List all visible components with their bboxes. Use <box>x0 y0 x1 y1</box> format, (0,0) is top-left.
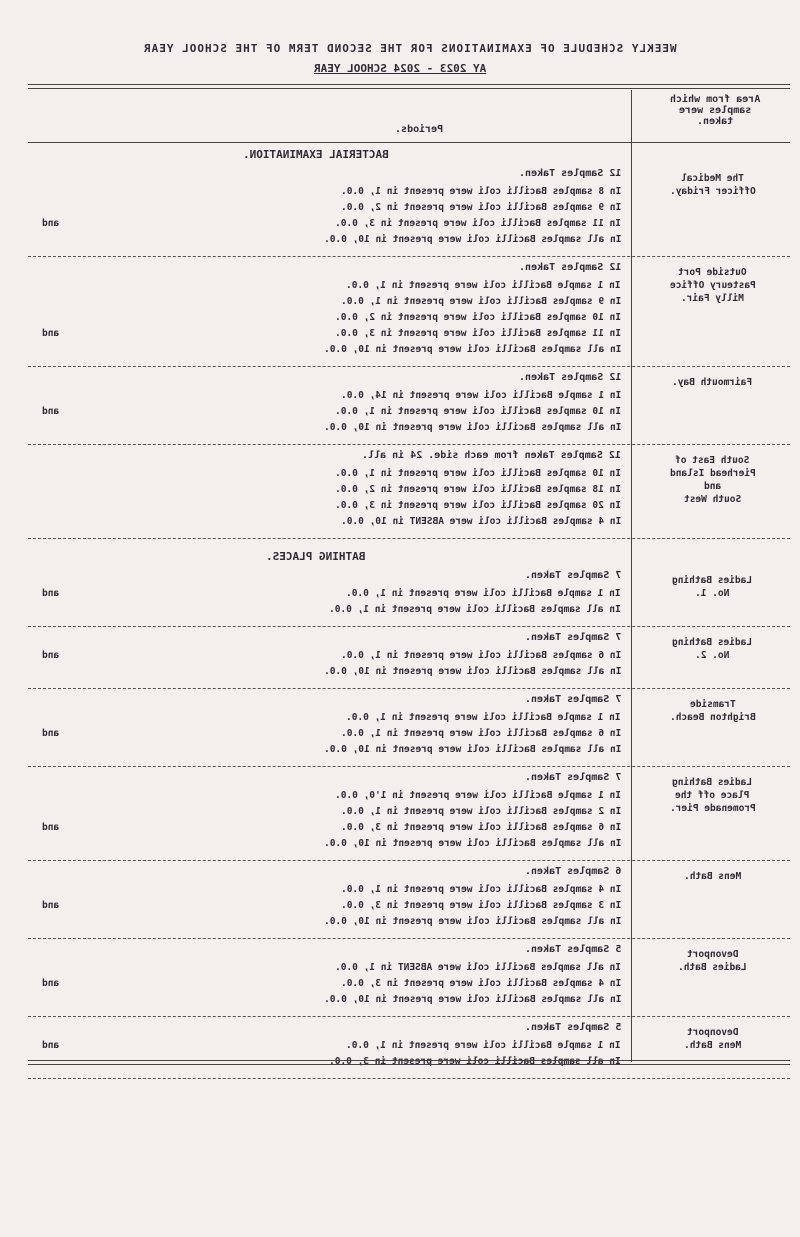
row-text <box>335 500 621 511</box>
block-subtitle <box>525 570 621 581</box>
mirrored-text: and <box>42 588 60 599</box>
block-divider <box>28 444 790 445</box>
area-line <box>640 961 785 974</box>
result-row <box>28 234 631 250</box>
block-subtitle <box>525 694 621 705</box>
area-line <box>640 649 785 662</box>
section-title <box>0 148 631 161</box>
mirrored-text: 7 Samples Taken. <box>524 772 621 783</box>
row-text <box>346 712 621 723</box>
mirrored-text: Fairmouth Bay. <box>672 377 753 388</box>
result-row <box>28 900 631 916</box>
mirrored-text: 6 Samples Taken. <box>524 866 621 877</box>
row-text <box>341 516 621 527</box>
bottom-rule-double <box>28 1064 790 1065</box>
area-line <box>640 870 785 883</box>
mirrored-text: and <box>42 1040 60 1051</box>
mirrored-text: and <box>703 481 722 492</box>
row-text <box>335 468 621 479</box>
mirrored-text: In 3 samples Bacilli coli were present in 3, 0.0. <box>340 900 621 911</box>
sample-area-label <box>640 698 785 724</box>
mirrored-text: Outside Port <box>678 267 747 278</box>
result-row <box>28 344 631 360</box>
mirrored-text: In 1 sample Bacilli coli were present in 1, 0.0. <box>346 588 621 599</box>
sample-area-label <box>640 376 785 389</box>
block-divider <box>28 366 790 367</box>
block-subtitle <box>525 944 621 955</box>
mirrored-text: and <box>42 900 60 911</box>
result-row <box>28 838 631 854</box>
mirrored-text: Place off the <box>675 790 750 801</box>
result-row <box>28 604 631 620</box>
column-header-area: Area from which samples were taken. <box>670 94 761 127</box>
mirrored-text: In 11 samples Bacilli coli were present in 3, 0.0. <box>335 218 621 229</box>
mirrored-text: and <box>42 650 60 661</box>
row-conjunction <box>42 1040 59 1051</box>
area-line <box>640 698 785 711</box>
row-text <box>324 916 621 927</box>
mirrored-text: In 10 samples Bacilli coli were present in 1, 0.0. <box>335 468 621 479</box>
result-row <box>28 806 631 822</box>
sample-block <box>28 262 631 360</box>
document-title: WEEKLY SCHEDULE OF EXAMINATIONS FOR THE SECOND TERM OF THE SCHOOL YEAR <box>143 42 677 55</box>
row-text <box>324 234 621 245</box>
result-row <box>28 484 631 500</box>
row-text <box>346 1040 621 1051</box>
sample-area-label <box>640 870 785 883</box>
area-line <box>640 185 785 198</box>
row-text <box>346 588 621 599</box>
block-subtitle <box>525 772 621 783</box>
mirrored-text: In 6 samples Bacilli coli were present in 1, 0.0. <box>340 728 621 739</box>
mirrored-text: Ladies Bathing <box>672 637 753 648</box>
sample-block <box>28 866 631 932</box>
block-divider <box>28 860 790 861</box>
mirrored-text: and <box>42 218 60 229</box>
mirrored-text: In all samples Bacilli coli were present in 10, 0.0. <box>323 744 621 755</box>
mirrored-text: Promenade Pier. <box>669 803 756 814</box>
mirrored-text: 12 Samples Taken. <box>518 168 621 179</box>
result-row <box>28 328 631 344</box>
row-conjunction <box>42 406 59 417</box>
column-divider <box>631 90 632 1062</box>
row-text <box>341 822 621 833</box>
block-subtitle <box>362 450 621 461</box>
mirrored-text: Mens Bath. <box>683 871 742 882</box>
row-text <box>341 390 621 401</box>
mirrored-text: In all samples Bacilli coli were present in 3, 0.0. <box>329 1056 621 1067</box>
mirrored-text: In 6 samples Bacilli coli were present in 1, 0.0. <box>340 650 621 661</box>
area-line <box>640 376 785 389</box>
mirrored-text: In all samples Bacilli coli were present in 10, 0.0. <box>323 916 621 927</box>
row-text <box>335 312 621 323</box>
row-text <box>335 790 621 801</box>
area-line <box>640 279 785 292</box>
mirrored-text: and <box>42 406 60 417</box>
result-row <box>28 978 631 994</box>
row-conjunction <box>42 728 59 739</box>
top-rule-double <box>28 88 790 89</box>
mirrored-text: In 10 samples Bacilli coli were present in 2, 0.0. <box>335 312 621 323</box>
mirrored-text: Milly Fair. <box>681 293 744 304</box>
row-text <box>324 838 621 849</box>
row-text <box>324 422 621 433</box>
mirrored-text: and <box>42 822 60 833</box>
mirrored-text: In 1 sample Bacilli coli were present in 1, 0.0. <box>346 280 621 291</box>
row-text <box>341 900 621 911</box>
mirrored-text: 7 Samples Taken. <box>524 632 621 643</box>
block-divider <box>28 626 790 627</box>
result-row <box>28 406 631 422</box>
result-row <box>28 312 631 328</box>
sample-block <box>28 570 631 620</box>
mirrored-text: In 4 samples Bacilli coli were ABSENT in 10, 0.0. <box>340 516 621 527</box>
mirrored-text: Pierhead Island <box>669 468 756 479</box>
mirrored-text: and <box>42 728 60 739</box>
result-row <box>28 712 631 728</box>
mirrored-text: 7 Samples Taken. <box>524 570 621 581</box>
mirrored-text: BACTERIAL EXAMINATION. <box>242 148 389 161</box>
area-line <box>640 1026 785 1039</box>
row-text <box>341 186 621 197</box>
area-line <box>640 574 785 587</box>
mirrored-text: In 10 samples Bacilli coli were present in 1, 0.0. <box>335 406 621 417</box>
mirrored-text: Ladies Bathing <box>672 575 753 586</box>
area-line <box>640 802 785 815</box>
area-line <box>640 587 785 600</box>
mirrored-text: In all samples Bacilli coli were present in 10, 0.0. <box>323 422 621 433</box>
mirrored-text: The Medical <box>681 173 744 184</box>
mirrored-text: In 4 samples Bacilli coli were present in 1, 0.0. <box>340 884 621 895</box>
mirrored-text: In 8 samples Bacilli coli were present in 1, 0.0. <box>340 186 621 197</box>
row-text <box>324 744 621 755</box>
row-text <box>324 666 621 677</box>
mirrored-text: Mens Bath. <box>683 1040 742 1051</box>
block-subtitle <box>519 372 621 383</box>
row-conjunction <box>42 978 59 989</box>
row-text <box>341 202 621 213</box>
area-line <box>640 1039 785 1052</box>
sample-block <box>28 772 631 854</box>
mirrored-text: In 1 sample Bacilli coli were present in 1, 0.0. <box>346 1040 621 1051</box>
mirrored-text: No. 2. <box>695 650 730 661</box>
sample-area-label <box>640 948 785 974</box>
mirrored-text: In 9 samples Bacilli coli were present in 2, 0.0. <box>340 202 621 213</box>
mirrored-text: In all samples Bacilli coli were ABSENT in 1, 0.0. <box>335 962 621 973</box>
row-conjunction <box>42 822 59 833</box>
row-text <box>346 280 621 291</box>
row-text <box>329 1056 621 1067</box>
result-row <box>28 650 631 666</box>
mirrored-text: In 1 sample Bacilli coli were present in 1'0, 0.0. <box>335 790 621 801</box>
row-conjunction <box>42 588 59 599</box>
result-row <box>28 962 631 978</box>
row-conjunction <box>42 328 59 339</box>
header-rule <box>28 142 790 143</box>
mirrored-text: 5 Samples Taken. <box>524 944 621 955</box>
row-text <box>341 728 621 739</box>
row-conjunction <box>42 900 59 911</box>
sample-area-label <box>640 574 785 600</box>
block-divider <box>28 688 790 689</box>
mirrored-text: In 11 samples Bacilli coli were present in 3, 0.0. <box>335 328 621 339</box>
mirrored-text: BATHING PLACES. <box>265 550 366 563</box>
sample-area-label <box>640 266 785 305</box>
mirrored-text: and <box>42 978 60 989</box>
row-text <box>341 650 621 661</box>
result-row <box>28 186 631 202</box>
section-title <box>0 550 631 563</box>
sample-block <box>28 372 631 438</box>
result-row <box>28 790 631 806</box>
block-divider <box>28 1016 790 1017</box>
result-row <box>28 666 631 682</box>
area-line <box>640 776 785 789</box>
mirrored-text: South West <box>683 494 742 505</box>
area-line <box>640 948 785 961</box>
mirrored-text: Devonport <box>686 949 739 960</box>
mirrored-text: In all samples Bacilli coli were present in 10, 0.0. <box>323 838 621 849</box>
block-subtitle <box>525 866 621 877</box>
row-text <box>341 296 621 307</box>
column-header-periods: Periods. <box>395 124 444 135</box>
sample-block <box>28 168 631 250</box>
mirrored-text: In 18 samples Bacilli coli were present in 2, 0.0. <box>335 484 621 495</box>
result-row <box>28 744 631 760</box>
mirrored-text: No. 1. <box>695 588 730 599</box>
row-text <box>341 884 621 895</box>
result-row <box>28 500 631 516</box>
row-text <box>335 328 621 339</box>
mirrored-text: In all samples Bacilli coli were present in 1, 0.0. <box>329 604 621 615</box>
sample-block <box>28 450 631 532</box>
mirrored-text: and <box>42 328 60 339</box>
area-line <box>640 480 785 493</box>
mirrored-text: In 4 samples Bacilli coli were present in 3, 0.0. <box>340 978 621 989</box>
mirrored-text: In 1 sample Bacilli coli were present in 14, 0.0. <box>340 390 621 401</box>
row-text <box>335 484 621 495</box>
result-row <box>28 822 631 838</box>
sample-area-label <box>640 454 785 506</box>
mirrored-text: South East of <box>675 455 750 466</box>
mirrored-text: 12 Samples Taken from each side. 24 in all. <box>362 450 621 461</box>
block-divider <box>28 1078 790 1079</box>
result-row <box>28 994 631 1010</box>
mirrored-text: Tramside <box>689 699 736 710</box>
mirrored-text: Officer Friday. <box>669 186 756 197</box>
area-line <box>640 292 785 305</box>
mirrored-text: In 6 samples Bacilli coli were present in 3, 0.0. <box>340 822 621 833</box>
block-divider <box>28 538 790 539</box>
sample-area-label <box>640 172 785 198</box>
mirrored-text: In 20 samples Bacilli coli were present in 3, 0.0. <box>335 500 621 511</box>
row-text <box>335 406 621 417</box>
result-row <box>28 468 631 484</box>
result-row <box>28 218 631 234</box>
block-divider <box>28 938 790 939</box>
document-subtitle: AY 2023 - 2024 SCHOOL YEAR <box>313 62 487 75</box>
sample-block <box>28 694 631 760</box>
result-row <box>28 296 631 312</box>
area-line <box>640 493 785 506</box>
mirrored-text: Brighton Beach. <box>669 712 756 723</box>
mirrored-text: In all samples Bacilli coli were present in 10, 0.0. <box>323 344 621 355</box>
bottom-rule <box>28 1060 790 1061</box>
result-row <box>28 884 631 900</box>
sample-area-label <box>640 1026 785 1052</box>
mirrored-text: 5 Samples Taken. <box>524 1022 621 1033</box>
mirrored-text: In 9 samples Bacilli coli were present in 1, 0.0. <box>340 296 621 307</box>
result-row <box>28 1040 631 1056</box>
row-conjunction <box>42 218 59 229</box>
result-row <box>28 422 631 438</box>
area-line <box>640 467 785 480</box>
mirrored-text: Devonport <box>686 1027 739 1038</box>
sample-area-label <box>640 636 785 662</box>
block-subtitle <box>519 168 621 179</box>
sample-area-label <box>640 776 785 815</box>
row-text <box>341 806 621 817</box>
result-row <box>28 916 631 932</box>
result-row <box>28 516 631 532</box>
block-subtitle <box>525 632 621 643</box>
result-row <box>28 390 631 406</box>
mirrored-text: In 1 sample Bacilli coli were present in 1, 0.0. <box>346 712 621 723</box>
mirrored-text: In all samples Bacilli coli were present in 10, 0.0. <box>323 234 621 245</box>
mirrored-text: In all samples Bacilli coli were present in 10, 0.0. <box>323 666 621 677</box>
top-rule <box>28 84 790 85</box>
area-line <box>640 636 785 649</box>
result-row <box>28 280 631 296</box>
sample-block <box>28 944 631 1010</box>
area-line <box>640 266 785 279</box>
row-text <box>329 604 621 615</box>
area-line <box>640 454 785 467</box>
block-divider <box>28 256 790 257</box>
row-text <box>335 962 621 973</box>
block-divider <box>28 766 790 767</box>
row-conjunction <box>42 650 59 661</box>
result-row <box>28 202 631 218</box>
mirrored-text: 12 Samples Taken. <box>518 372 621 383</box>
row-text <box>341 978 621 989</box>
sample-block <box>28 632 631 682</box>
row-text <box>324 994 621 1005</box>
block-subtitle <box>525 1022 621 1033</box>
mirrored-text: In all samples Bacilli coli were present in 10, 0.0. <box>323 994 621 1005</box>
mirrored-text: Ladies Bathing <box>672 777 753 788</box>
block-subtitle <box>519 262 621 273</box>
mirrored-text: Pasteury Office <box>669 280 756 291</box>
result-row <box>28 588 631 604</box>
mirrored-text: In 2 samples Bacilli coli were present in 1, 0.0. <box>340 806 621 817</box>
mirrored-text: 12 Samples Taken. <box>518 262 621 273</box>
area-line <box>640 711 785 724</box>
mirrored-text: Ladies Bath. <box>678 962 747 973</box>
result-row <box>28 728 631 744</box>
mirrored-text: 7 Samples Taken. <box>524 694 621 705</box>
row-text <box>335 218 621 229</box>
area-line <box>640 172 785 185</box>
row-text <box>324 344 621 355</box>
area-line <box>640 789 785 802</box>
